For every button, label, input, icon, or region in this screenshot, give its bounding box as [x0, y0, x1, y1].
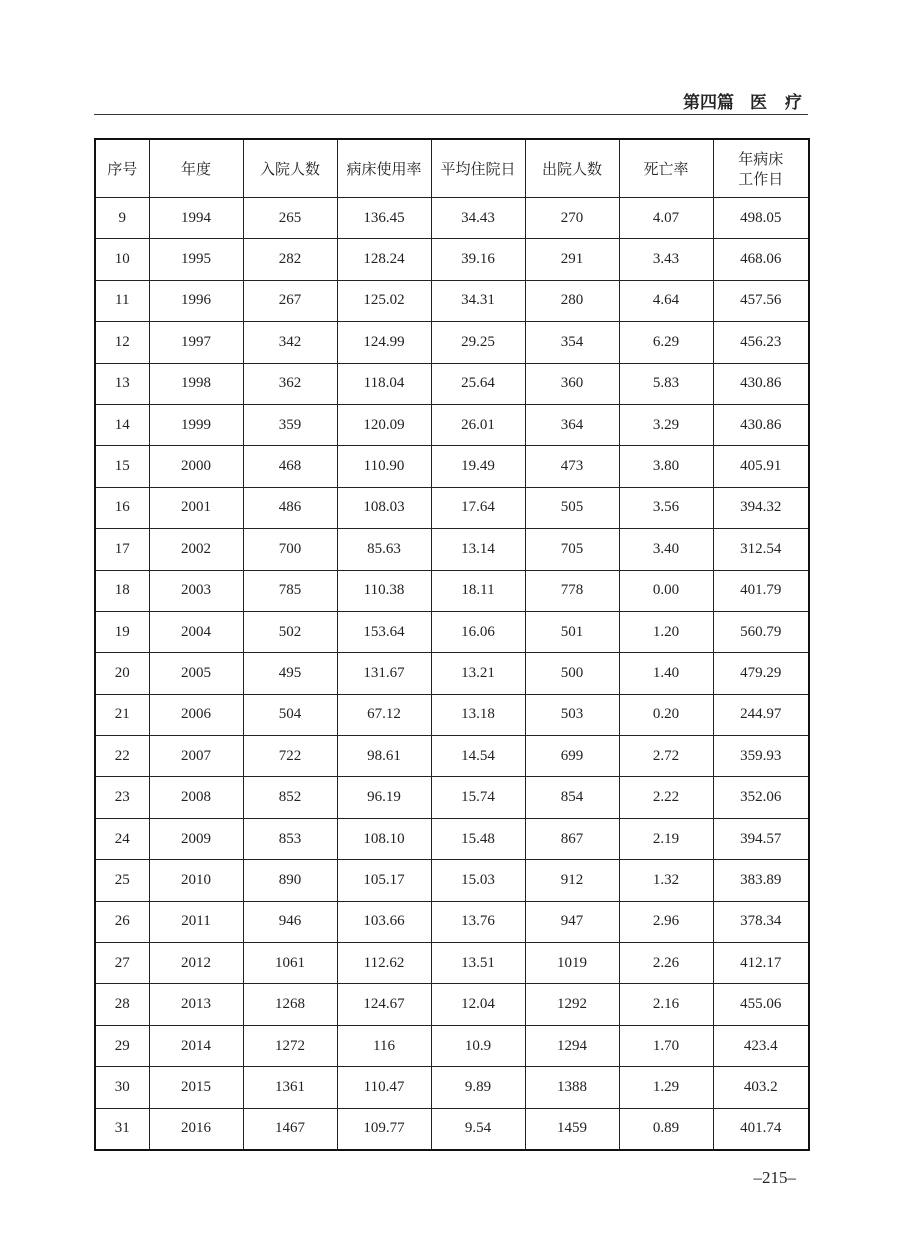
table-row	[95, 984, 809, 1025]
table-cell: 2012	[149, 943, 243, 984]
chapter-title-char-2: 疗	[785, 93, 802, 113]
table-cell: 128.24	[337, 239, 431, 280]
table-cell: 501	[525, 611, 619, 652]
table-cell: 118.04	[337, 363, 431, 404]
table-cell: 354	[525, 322, 619, 363]
page-number: –215–	[753, 1168, 796, 1187]
table-cell: 504	[243, 694, 337, 735]
table-cell: 342	[243, 322, 337, 363]
table-cell: 560.79	[713, 611, 809, 652]
table-row	[95, 446, 809, 487]
table-cell: 125.02	[337, 280, 431, 321]
table-cell: 1998	[149, 363, 243, 404]
table-cell: 457.56	[713, 280, 809, 321]
table-cell: 2002	[149, 529, 243, 570]
table-row	[95, 280, 809, 321]
table-cell: 430.86	[713, 363, 809, 404]
table-cell: 4.64	[619, 280, 713, 321]
table-row	[95, 653, 809, 694]
table-row	[95, 901, 809, 942]
table-cell: 16	[95, 487, 149, 528]
table-cell: 2014	[149, 1025, 243, 1066]
table-cell: 13.51	[431, 943, 525, 984]
table-cell: 29.25	[431, 322, 525, 363]
table-cell: 456.23	[713, 322, 809, 363]
table-cell: 364	[525, 404, 619, 445]
table-cell: 31	[95, 1108, 149, 1150]
table-cell: 9	[95, 198, 149, 239]
table-cell: 2.16	[619, 984, 713, 1025]
table-cell: 1999	[149, 404, 243, 445]
table-cell: 2003	[149, 570, 243, 611]
table-row	[95, 694, 809, 735]
table-row	[95, 777, 809, 818]
running-head	[683, 88, 802, 113]
table-cell: 109.77	[337, 1108, 431, 1150]
table-cell: 468.06	[713, 239, 809, 280]
table-cell: 98.61	[337, 736, 431, 777]
table-cell: 15.48	[431, 818, 525, 859]
table-cell: 0.89	[619, 1108, 713, 1150]
table-cell: 2005	[149, 653, 243, 694]
table-cell: 29	[95, 1025, 149, 1066]
column-header: 平均住院日	[431, 139, 525, 198]
table-cell: 67.12	[337, 694, 431, 735]
table-cell: 6.29	[619, 322, 713, 363]
table-cell: 34.43	[431, 198, 525, 239]
table-cell: 455.06	[713, 984, 809, 1025]
table-cell: 108.03	[337, 487, 431, 528]
table-cell: 359.93	[713, 736, 809, 777]
table-cell: 3.80	[619, 446, 713, 487]
table-cell: 244.97	[713, 694, 809, 735]
table-cell: 362	[243, 363, 337, 404]
table-cell: 24	[95, 818, 149, 859]
table-cell: 378.34	[713, 901, 809, 942]
table-cell: 1388	[525, 1067, 619, 1108]
table-cell: 265	[243, 198, 337, 239]
table-cell: 1361	[243, 1067, 337, 1108]
table-cell: 136.45	[337, 198, 431, 239]
table-cell: 498.05	[713, 198, 809, 239]
chapter-title-char-1: 医	[750, 93, 767, 113]
table-row	[95, 529, 809, 570]
table-cell: 1997	[149, 322, 243, 363]
table-cell: 270	[525, 198, 619, 239]
table-header-row	[95, 139, 809, 198]
table-cell: 2016	[149, 1108, 243, 1150]
table-cell: 1994	[149, 198, 243, 239]
table-cell: 946	[243, 901, 337, 942]
table-cell: 2010	[149, 860, 243, 901]
table-cell: 13.14	[431, 529, 525, 570]
table-cell: 890	[243, 860, 337, 901]
table-cell: 699	[525, 736, 619, 777]
table-cell: 14.54	[431, 736, 525, 777]
table-cell: 282	[243, 239, 337, 280]
table-row	[95, 1108, 809, 1150]
table-cell: 853	[243, 818, 337, 859]
table-cell: 10.9	[431, 1025, 525, 1066]
table-cell: 124.99	[337, 322, 431, 363]
table-cell: 1995	[149, 239, 243, 280]
table-cell: 1292	[525, 984, 619, 1025]
table-cell: 13.76	[431, 901, 525, 942]
table-cell: 3.56	[619, 487, 713, 528]
table-cell: 85.63	[337, 529, 431, 570]
table-cell: 110.90	[337, 446, 431, 487]
table-cell: 495	[243, 653, 337, 694]
table-cell: 430.86	[713, 404, 809, 445]
table-cell: 15.03	[431, 860, 525, 901]
table-cell: 39.16	[431, 239, 525, 280]
table-cell: 785	[243, 570, 337, 611]
table-cell: 124.67	[337, 984, 431, 1025]
table-cell: 479.29	[713, 653, 809, 694]
table-cell: 110.38	[337, 570, 431, 611]
table-cell: 26.01	[431, 404, 525, 445]
table-row	[95, 198, 809, 239]
table-cell: 1061	[243, 943, 337, 984]
table-row	[95, 1025, 809, 1066]
table-cell: 1467	[243, 1108, 337, 1150]
table-cell: 17.64	[431, 487, 525, 528]
table-body	[95, 198, 809, 1150]
table-cell: 312.54	[713, 529, 809, 570]
column-header: 入院人数	[243, 139, 337, 198]
table-cell: 15	[95, 446, 149, 487]
table-cell: 394.57	[713, 818, 809, 859]
table-cell: 705	[525, 529, 619, 570]
table-cell: 505	[525, 487, 619, 528]
table-cell: 403.2	[713, 1067, 809, 1108]
table-cell: 383.89	[713, 860, 809, 901]
table-cell: 23	[95, 777, 149, 818]
table-cell: 502	[243, 611, 337, 652]
table-cell: 10	[95, 239, 149, 280]
table-row	[95, 322, 809, 363]
table-cell: 9.89	[431, 1067, 525, 1108]
table-cell: 854	[525, 777, 619, 818]
table-cell: 153.64	[337, 611, 431, 652]
table-cell: 2013	[149, 984, 243, 1025]
column-header: 序号	[95, 139, 149, 198]
table-cell: 22	[95, 736, 149, 777]
table-cell: 11	[95, 280, 149, 321]
table-cell: 12	[95, 322, 149, 363]
table-cell: 291	[525, 239, 619, 280]
table-row	[95, 487, 809, 528]
column-header: 病床使用率	[337, 139, 431, 198]
table-cell: 1019	[525, 943, 619, 984]
table-row	[95, 239, 809, 280]
table-cell: 1.29	[619, 1067, 713, 1108]
table-cell: 1268	[243, 984, 337, 1025]
table-cell: 486	[243, 487, 337, 528]
table-cell: 15.74	[431, 777, 525, 818]
table-cell: 2001	[149, 487, 243, 528]
table-cell: 359	[243, 404, 337, 445]
table-cell: 722	[243, 736, 337, 777]
table-cell: 405.91	[713, 446, 809, 487]
table-cell: 500	[525, 653, 619, 694]
table-cell: 21	[95, 694, 149, 735]
table-cell: 3.29	[619, 404, 713, 445]
table-cell: 852	[243, 777, 337, 818]
table-cell: 4.07	[619, 198, 713, 239]
table-cell: 3.40	[619, 529, 713, 570]
table-cell: 412.17	[713, 943, 809, 984]
table-cell: 912	[525, 860, 619, 901]
table-cell: 468	[243, 446, 337, 487]
table-cell: 120.09	[337, 404, 431, 445]
table-cell: 25	[95, 860, 149, 901]
header-rule	[94, 114, 808, 115]
table-cell: 2.22	[619, 777, 713, 818]
table-cell: 2008	[149, 777, 243, 818]
table-cell: 2015	[149, 1067, 243, 1108]
table-cell: 2004	[149, 611, 243, 652]
table-cell: 19.49	[431, 446, 525, 487]
table-cell: 503	[525, 694, 619, 735]
table-cell: 394.32	[713, 487, 809, 528]
table-cell: 1.20	[619, 611, 713, 652]
table-cell: 700	[243, 529, 337, 570]
table-cell: 34.31	[431, 280, 525, 321]
table-cell: 96.19	[337, 777, 431, 818]
table-cell: 16.06	[431, 611, 525, 652]
part-title: 第四篇	[683, 93, 734, 113]
table-cell: 105.17	[337, 860, 431, 901]
column-header: 出院人数	[525, 139, 619, 198]
table-cell: 778	[525, 570, 619, 611]
table-cell: 116	[337, 1025, 431, 1066]
table-row	[95, 818, 809, 859]
table-cell: 9.54	[431, 1108, 525, 1150]
table-cell: 401.74	[713, 1108, 809, 1150]
table-cell: 103.66	[337, 901, 431, 942]
table-cell: 867	[525, 818, 619, 859]
table-cell: 267	[243, 280, 337, 321]
table-cell: 13.18	[431, 694, 525, 735]
table-cell: 1459	[525, 1108, 619, 1150]
table-cell: 131.67	[337, 653, 431, 694]
table-cell: 2.26	[619, 943, 713, 984]
table-cell: 2.96	[619, 901, 713, 942]
table-cell: 26	[95, 901, 149, 942]
column-header: 死亡率	[619, 139, 713, 198]
table-cell: 1.70	[619, 1025, 713, 1066]
table-cell: 1294	[525, 1025, 619, 1066]
table-cell: 2007	[149, 736, 243, 777]
table-cell: 18.11	[431, 570, 525, 611]
table-cell: 17	[95, 529, 149, 570]
table-cell: 13.21	[431, 653, 525, 694]
table-cell: 2.19	[619, 818, 713, 859]
table-cell: 25.64	[431, 363, 525, 404]
table-row	[95, 736, 809, 777]
table-row	[95, 404, 809, 445]
table-row	[95, 943, 809, 984]
table-cell: 2011	[149, 901, 243, 942]
table-cell: 27	[95, 943, 149, 984]
table-cell: 112.62	[337, 943, 431, 984]
table-cell: 473	[525, 446, 619, 487]
table-cell: 19	[95, 611, 149, 652]
table-row	[95, 570, 809, 611]
table-cell: 2006	[149, 694, 243, 735]
table-cell: 110.47	[337, 1067, 431, 1108]
table-cell: 18	[95, 570, 149, 611]
table-cell: 3.43	[619, 239, 713, 280]
table-cell: 2.72	[619, 736, 713, 777]
hospital-statistics-table	[94, 138, 810, 1151]
table-cell: 401.79	[713, 570, 809, 611]
table-cell: 2000	[149, 446, 243, 487]
table-cell: 947	[525, 901, 619, 942]
table-cell: 14	[95, 404, 149, 445]
table-cell: 2009	[149, 818, 243, 859]
table-cell: 1.32	[619, 860, 713, 901]
table-cell: 12.04	[431, 984, 525, 1025]
table-cell: 28	[95, 984, 149, 1025]
table-row	[95, 1067, 809, 1108]
table-row	[95, 363, 809, 404]
table-cell: 1.40	[619, 653, 713, 694]
table-row	[95, 860, 809, 901]
column-header: 年病床 工作日	[713, 139, 809, 198]
table-cell: 1996	[149, 280, 243, 321]
table-cell: 20	[95, 653, 149, 694]
table-cell: 13	[95, 363, 149, 404]
table-cell: 0.00	[619, 570, 713, 611]
table-cell: 30	[95, 1067, 149, 1108]
table-cell: 5.83	[619, 363, 713, 404]
table-cell: 108.10	[337, 818, 431, 859]
table-cell: 423.4	[713, 1025, 809, 1066]
table-cell: 1272	[243, 1025, 337, 1066]
table-row	[95, 611, 809, 652]
table-cell: 360	[525, 363, 619, 404]
column-header: 年度	[149, 139, 243, 198]
table-cell: 280	[525, 280, 619, 321]
table-cell: 352.06	[713, 777, 809, 818]
table-cell: 0.20	[619, 694, 713, 735]
